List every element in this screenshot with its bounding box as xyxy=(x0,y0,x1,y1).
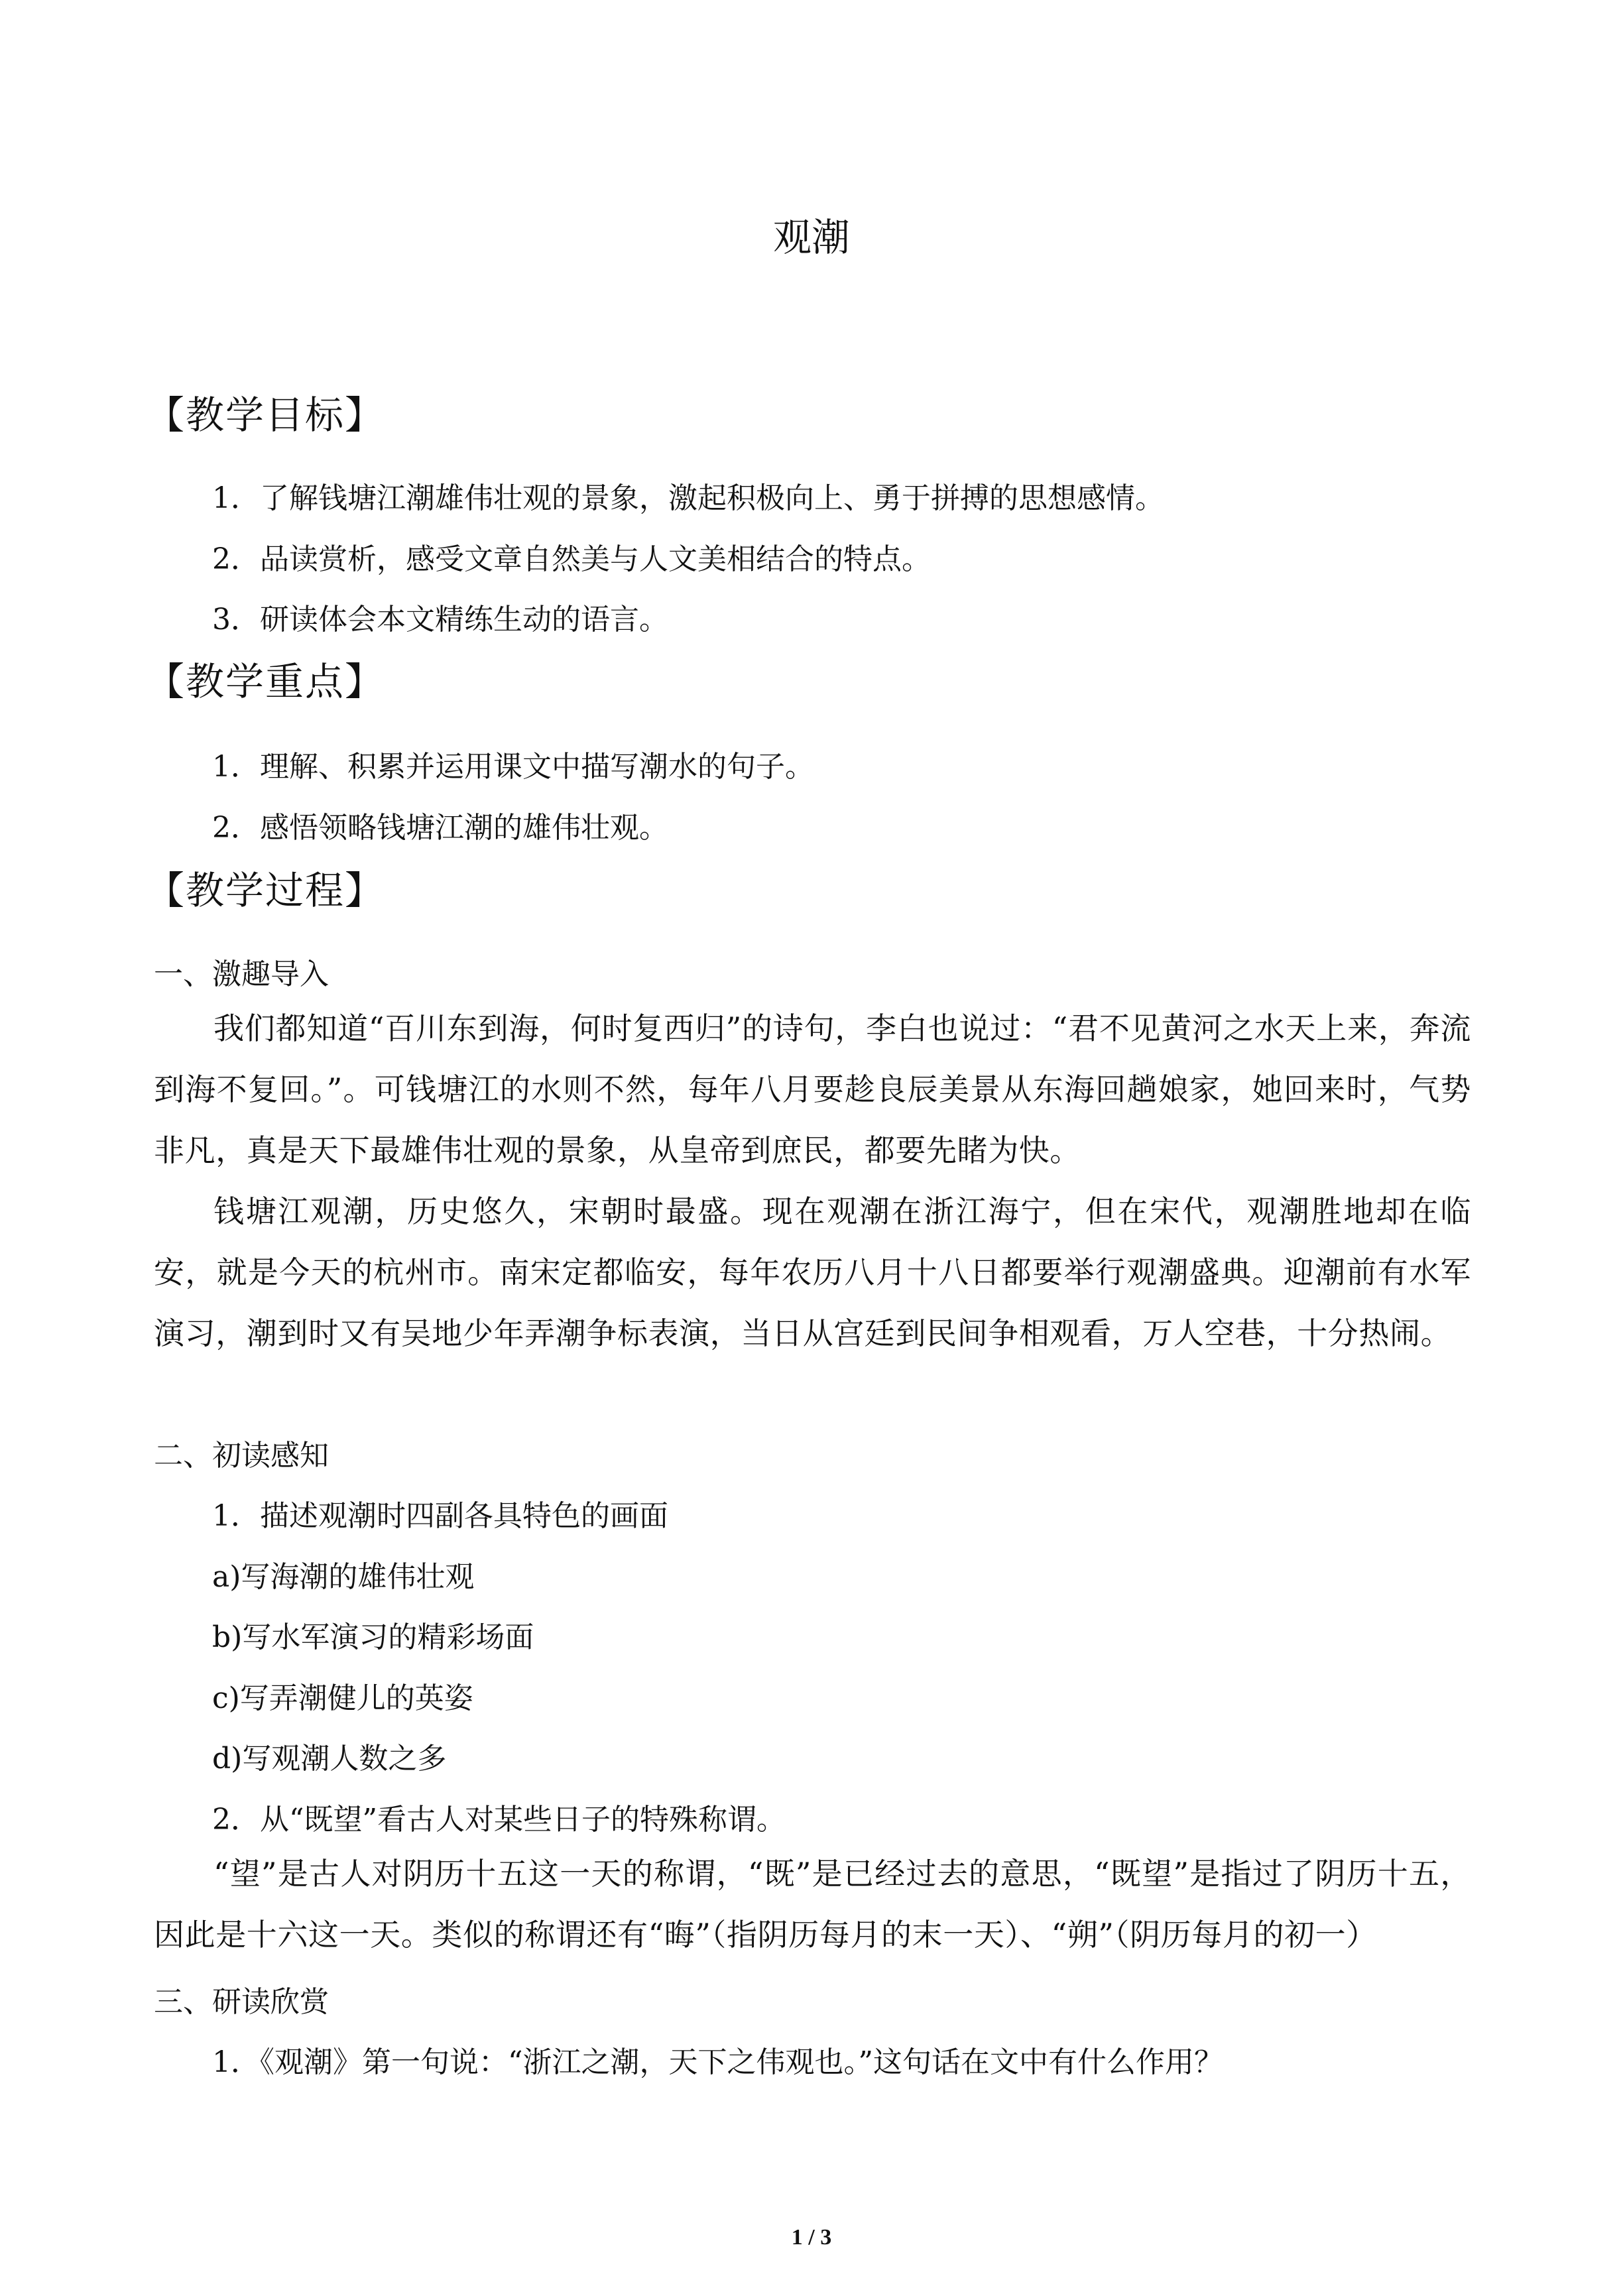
paragraph-jiwang: “望”是古人对阴历十五这一天的称谓，“既”是已经过去的意思，“既望”是指过了阴历十五，因此是十六这一天。类似的称谓还有“晦”（指阴历每月的末一天）、“朔”（阴历每月的初一） xyxy=(154,1856,1471,1953)
key-point-item: 2．感悟领略钱塘江潮的雄伟壮观。 xyxy=(212,811,668,845)
heading-key-points: 【教学重点】 xyxy=(146,659,385,704)
heading-teaching-process: 【教学过程】 xyxy=(146,868,385,913)
sub-item: b)写水军演习的精彩场面 xyxy=(212,1620,534,1654)
section-heading: 二、初读感知 xyxy=(154,1439,329,1473)
section-heading: 三、研读欣赏 xyxy=(154,1985,329,2019)
paragraph-intro-2: 钱塘江观潮，历史悠久，宋朝时最盛。现在观潮在浙江海宁，但在宋代，观潮胜地却在临安，就是今天的杭州市。南宋定都临安，每年农历八月十八日都要举行观潮盛典。迎潮前有水军演习，潮到时又有吴地少年弄潮争标表演，当日从宫廷到民间争相观看，万人空巷，十分热闹。 xyxy=(154,1193,1471,1351)
sub-item: c)写弄潮健儿的英姿 xyxy=(212,1681,473,1715)
goal-item: 2．品读赏析，感受文章自然美与人文美相结合的特点。 xyxy=(212,542,931,576)
page-number: 1 / 3 xyxy=(791,2225,832,2250)
heading-teaching-goals: 【教学目标】 xyxy=(146,393,385,438)
list-item: 1．描述观潮时四副各具特色的画面 xyxy=(212,1499,668,1533)
list-item: 2．从“既望”看古人对某些日子的特殊称谓。 xyxy=(212,1803,786,1837)
document-title: 观潮 xyxy=(772,215,850,260)
section-heading: 一、激趣导入 xyxy=(154,957,329,991)
list-item: 1．《观潮》第一句说：“浙江之潮，天下之伟观也。”这句话在文中有什么作用？ xyxy=(212,2045,1223,2079)
goal-item: 1．了解钱塘江潮雄伟壮观的景象，激起积极向上、勇于拼搏的思想感情。 xyxy=(212,481,1164,515)
key-point-item: 1．理解、积累并运用课文中描写潮水的句子。 xyxy=(212,750,814,784)
sub-item: a)写海潮的雄伟壮观 xyxy=(212,1560,475,1594)
paragraph-intro-1: 我们都知道“百川东到海，何时复西归”的诗句，李白也说过：“君不见黄河之水天上来，奔流到海不复回。”。可钱塘江的水则不然，每年八月要趁良辰美景从东海回趟娘家，她回来时，气势非凡，真是天下最雄伟壮观的景象，从皇帝到庶民，都要先睹为快。 xyxy=(154,1010,1471,1168)
sub-item: d)写观潮人数之多 xyxy=(212,1742,447,1776)
goal-item: 3．研读体会本文精练生动的语言。 xyxy=(212,603,668,636)
